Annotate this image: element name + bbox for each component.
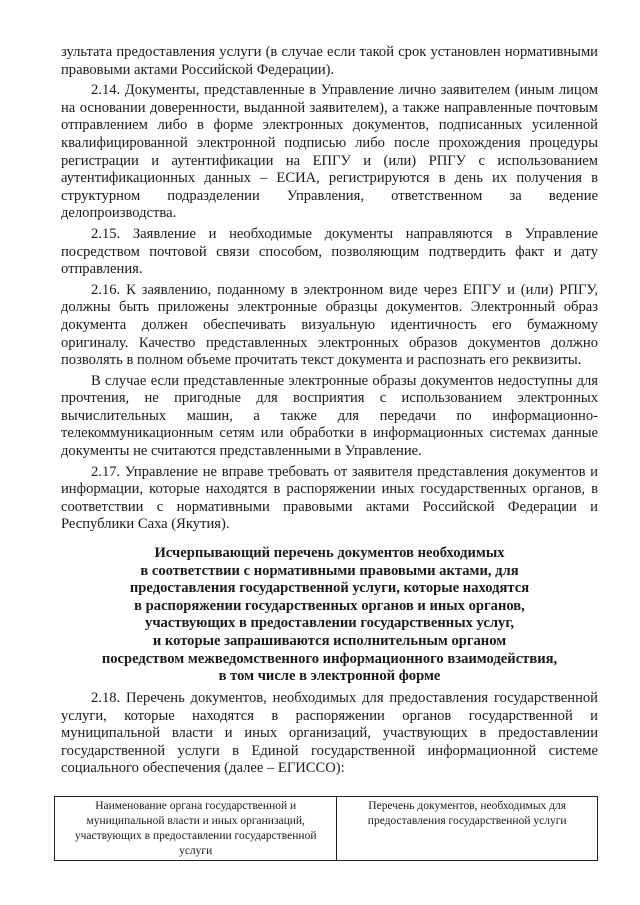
heading-line: в том числе в электронной форме <box>218 668 441 685</box>
documents-table <box>54 796 598 861</box>
paragraph-2-14: 2.14. Документы, представленные в Управление лично заявителем (иным лицом на основании доверенности, выданной заявителем), а также направленные почтовым отправлением либо в форме электронных документов, подписанных усиленной квалифицированной электронной подписью либо после прохождения процедуры регистрации и аутентификации на ЕПГУ и (или) РПГУ с использованием аутентификационных данных – ЕСИА, регистрируются в день их получения в структурном подразделении Управления, ответственном за ведение делопроизводства. <box>61 82 598 222</box>
body-text <box>61 44 598 537</box>
table-header-row <box>55 797 598 861</box>
table-header-cell-documents: Перечень документов, необходимых для предоставления государственной услуги <box>337 797 598 861</box>
heading-line: и которые запрашиваются исполнительным органом <box>152 632 507 649</box>
paragraph-2-15: 2.15. Заявление и необходимые документы направляются в Управление посредством почтовой связи способом, позволяющим подтвердить факт и дату отправления. <box>61 225 598 278</box>
heading-line: посредством межведомственного информационного взаимодействия, <box>101 650 558 667</box>
section-heading <box>61 545 598 686</box>
continuation-paragraph: зультата предоставления услуги (в случае если такой срок установлен нормативными правовыми актами Российской Федерации). <box>61 44 598 78</box>
paragraph-2-17: 2.17. Управление не вправе требовать от заявителя представления документов и информации, которые находятся в распоряжении иных государственных органов, в соответствии с нормативными правовыми актами Российской Федерации и Республики Саха (Якутия). <box>61 463 598 533</box>
paragraph-2-16: 2.16. К заявлению, поданному в электронном виде через ЕПГУ и (или) РПГУ, должны быть приложены электронные образцы документов. Электронный образ документа должен обеспечивать визуальную идентичность его бумажному оригиналу. Качество представленных электронных образов документов должно позволять в полном объеме прочитать текст документа и распознать его реквизиты. <box>61 281 598 369</box>
heading-line: в распоряжении государственных органов и иных органов, <box>134 597 525 614</box>
heading-line: участвующих в предоставлении государственных услуг, <box>145 615 514 632</box>
paragraph-2-16-continued: В случае если представленные электронные образы документов недоступны для прочтения, не пригодные для восприятия с использованием электронных вычислительных машин, а также для передачи по информационно-телекоммуникационным сетям или обработки в информационных системах данные документы не считаются представленными в Управление. <box>61 372 598 460</box>
paragraph-2-18: 2.18. Перечень документов, необходимых для предоставления государственной услуги, которые находятся в распоряжении органов государственной и муниципальной власти и иных организаций, участвующих в предоставлении государственной услуги в Единой государственной информационной системе социального обеспечения (далее – ЕГИССО): <box>61 690 598 777</box>
heading-line: предоставления государственной услуги, которые находятся <box>129 580 530 597</box>
table-header-cell-authority: Наименование органа государственной и муниципальной власти и иных организаций, участвующих в предоставлении государственной услуги <box>55 797 337 861</box>
body-text-2 <box>61 690 598 781</box>
heading-line: Исчерпывающий перечень документов необходимых <box>154 545 505 561</box>
heading-line: в соответствии с нормативными правовыми актами, для <box>140 562 519 579</box>
